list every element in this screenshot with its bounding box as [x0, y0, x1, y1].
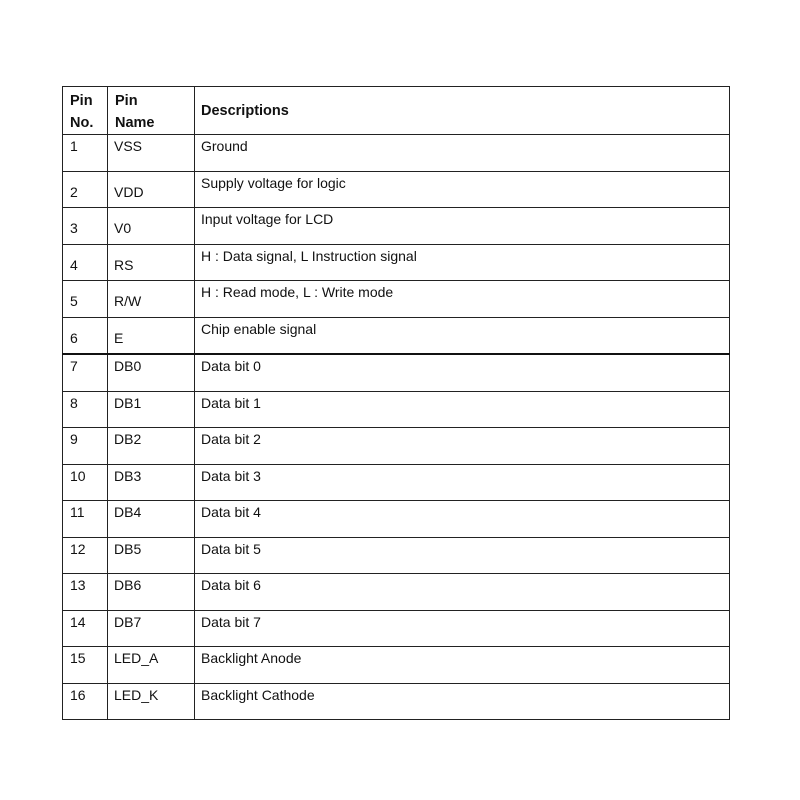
- pin-description: Data bit 3: [201, 467, 261, 484]
- pin-name: LED_A: [114, 650, 159, 666]
- pin-number: 6: [70, 329, 78, 346]
- header-pin-name-line2: Name: [115, 115, 155, 131]
- header-pin-no: [63, 87, 108, 135]
- pin-name-cell: [108, 281, 195, 318]
- pin-name: DB0: [114, 358, 142, 374]
- pin-description: Data bit 4: [201, 504, 261, 520]
- table-row: [63, 171, 730, 208]
- pin-number-cell: [63, 244, 108, 281]
- pin-number: 16: [70, 686, 86, 703]
- pin-description: Data bit 6: [201, 577, 261, 593]
- pin-description: Data bit 1: [201, 394, 261, 411]
- header-pin-no-line1: Pin: [70, 93, 93, 109]
- pin-number-cell: [63, 647, 108, 684]
- pin-name-cell: [108, 647, 195, 684]
- pin-name: DB2: [114, 431, 142, 447]
- header-pin-name: [108, 87, 195, 135]
- pin-description-cell: [195, 317, 730, 354]
- pin-number: 1: [70, 138, 78, 154]
- pin-description: H : Data signal, L Instruction signal: [201, 247, 417, 264]
- pin-name-cell: [108, 354, 195, 391]
- pin-number: 14: [70, 613, 86, 630]
- pin-number: 5: [70, 293, 78, 309]
- table-row: [63, 354, 730, 391]
- pin-number: 9: [70, 431, 78, 447]
- pin-name-cell: [108, 135, 195, 172]
- pin-number-cell: [63, 428, 108, 465]
- pin-name: DB3: [114, 467, 142, 484]
- table-body: [63, 135, 730, 720]
- table-row: [63, 537, 730, 574]
- table-row: [63, 464, 730, 501]
- table-row: [63, 610, 730, 647]
- pin-description: Data bit 7: [201, 613, 261, 630]
- pin-description-cell: [195, 464, 730, 501]
- pin-number-cell: [63, 537, 108, 574]
- pin-number-cell: [63, 135, 108, 172]
- pin-name-cell: [108, 683, 195, 720]
- pin-number-cell: [63, 574, 108, 611]
- pin-name: VDD: [114, 183, 144, 200]
- pin-number: 4: [70, 256, 78, 273]
- header-pin-no-line2: No.: [70, 115, 94, 131]
- pin-description: Backlight Cathode: [201, 686, 315, 703]
- table-row: [63, 135, 730, 172]
- pin-description-cell: [195, 428, 730, 465]
- pin-name: DB1: [114, 394, 142, 411]
- pin-number: 3: [70, 220, 78, 236]
- table-row: [63, 317, 730, 354]
- pin-description: Data bit 2: [201, 431, 261, 447]
- pin-description-cell: [195, 391, 730, 428]
- pin-name: V0: [114, 220, 132, 236]
- table-row: [63, 574, 730, 611]
- pin-number-cell: [63, 464, 108, 501]
- pin-name-cell: [108, 171, 195, 208]
- pin-number-cell: [63, 171, 108, 208]
- pin-description: Data bit 0: [201, 358, 261, 374]
- table-row: [63, 647, 730, 684]
- pin-number: 7: [70, 358, 78, 374]
- pin-number: 13: [70, 577, 86, 593]
- pin-description-cell: [195, 171, 730, 208]
- pin-name: VSS: [114, 138, 143, 154]
- pin-description-cell: [195, 135, 730, 172]
- pin-description-table: [62, 86, 730, 720]
- pin-number-cell: [63, 683, 108, 720]
- pin-description-cell: [195, 647, 730, 684]
- pin-name: LED_K: [114, 686, 159, 703]
- header-pin-name-line1: Pin: [115, 93, 138, 109]
- table-row: [63, 391, 730, 428]
- pin-number-cell: [63, 317, 108, 354]
- pin-description: Supply voltage for logic: [201, 174, 346, 191]
- pin-description-cell: [195, 281, 730, 318]
- table-row: [63, 683, 730, 720]
- table-row: [63, 244, 730, 281]
- pin-name-cell: [108, 537, 195, 574]
- pin-name-cell: [108, 317, 195, 354]
- pin-number: 11: [70, 504, 85, 520]
- pin-number-cell: [63, 610, 108, 647]
- pin-description-cell: [195, 574, 730, 611]
- pin-description-cell: [195, 208, 730, 245]
- pin-description: Data bit 5: [201, 540, 261, 557]
- pin-number-cell: [63, 391, 108, 428]
- pin-number-cell: [63, 501, 108, 538]
- pin-number-cell: [63, 354, 108, 391]
- header-descriptions: Descriptions: [195, 87, 730, 135]
- table-row: [63, 281, 730, 318]
- pin-description-cell: [195, 501, 730, 538]
- pin-description: H : Read mode, L : Write mode: [201, 284, 394, 300]
- pin-description-cell: [195, 683, 730, 720]
- pin-number: 12: [70, 540, 86, 557]
- pin-description-cell: [195, 354, 730, 391]
- pin-name: R/W: [114, 293, 142, 309]
- pin-description-cell: [195, 244, 730, 281]
- pin-description: Chip enable signal: [201, 320, 317, 337]
- pin-number: 2: [70, 183, 78, 200]
- table-row: [63, 208, 730, 245]
- pin-name: DB5: [114, 540, 142, 557]
- pin-number: 10: [70, 467, 86, 484]
- pin-description: Ground: [201, 138, 248, 154]
- pin-number-cell: [63, 208, 108, 245]
- pin-description: Backlight Anode: [201, 650, 302, 666]
- pin-number-cell: [63, 281, 108, 318]
- pin-name: DB7: [114, 613, 142, 630]
- pin-name-cell: [108, 244, 195, 281]
- pin-name-cell: [108, 208, 195, 245]
- pin-name-cell: [108, 574, 195, 611]
- pin-name-cell: [108, 501, 195, 538]
- pin-description: Input voltage for LCD: [201, 211, 334, 227]
- pin-name: DB6: [114, 577, 142, 593]
- pin-name: E: [114, 329, 124, 346]
- table-row: [63, 428, 730, 465]
- table-header-row: [63, 87, 730, 135]
- pin-number: 15: [70, 650, 86, 666]
- pin-description-cell: [195, 610, 730, 647]
- pin-name-cell: [108, 391, 195, 428]
- pin-number: 8: [70, 394, 78, 411]
- pin-name-cell: [108, 428, 195, 465]
- pin-name: RS: [114, 256, 134, 273]
- table-row: [63, 501, 730, 538]
- pin-description-cell: [195, 537, 730, 574]
- pin-name-cell: [108, 610, 195, 647]
- pin-name-cell: [108, 464, 195, 501]
- pin-name: DB4: [114, 504, 142, 520]
